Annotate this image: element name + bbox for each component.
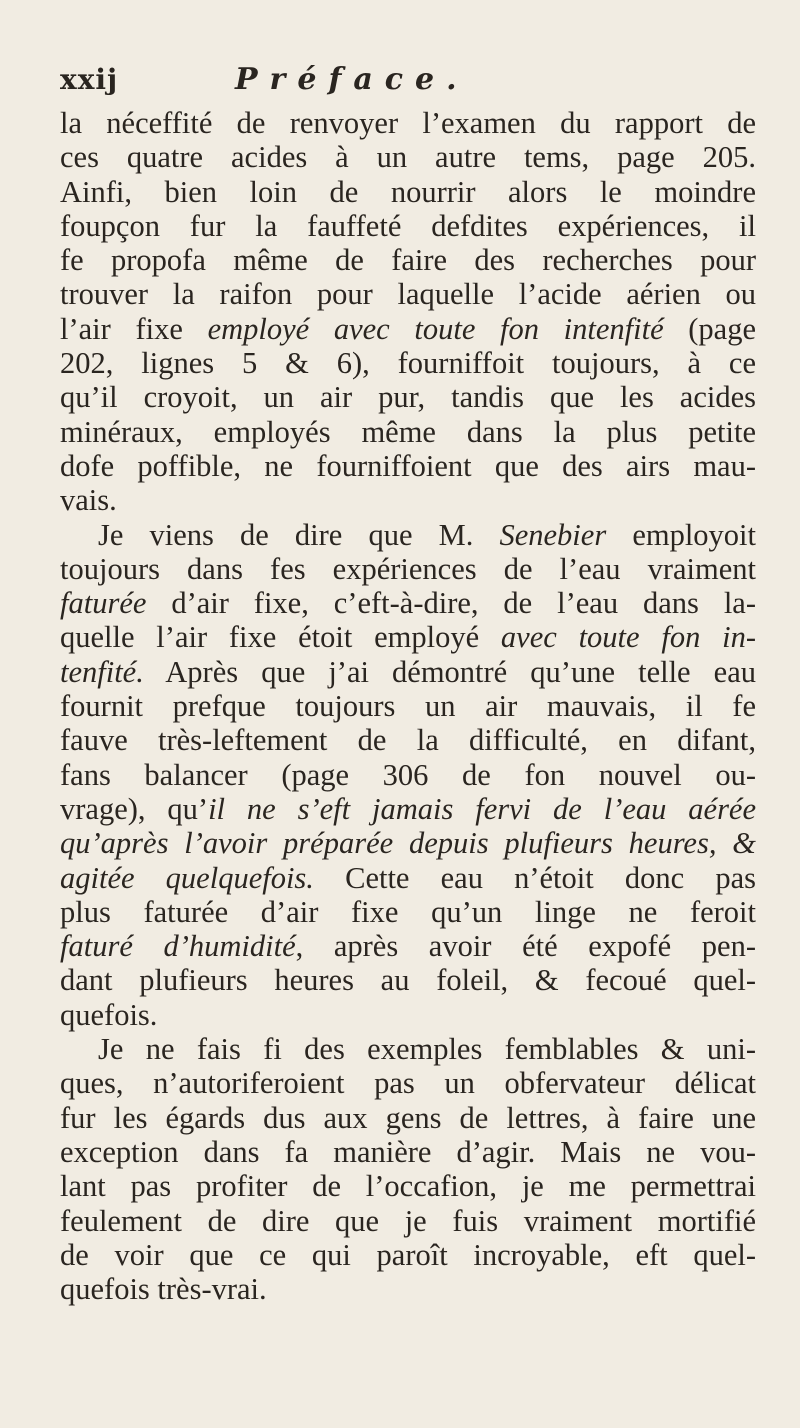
line-text: Je ne fais fi des exemples femblables & uni- — [98, 1032, 756, 1067]
line-text: qu’il croyoit, un air pur, tandis que les acides — [60, 380, 756, 415]
line-text: minéraux, employés même dans la plus petite — [60, 414, 756, 449]
italic-text: avec toute fon in- — [500, 620, 756, 655]
italic-text: tenfité. — [60, 654, 144, 689]
text-line — [60, 415, 756, 449]
page-header — [60, 62, 756, 102]
line-text: dant plufieurs heures au foleil, & fecoué quel- — [60, 963, 756, 998]
text-line — [60, 1032, 756, 1066]
italic-text: qu’après l’avoir préparée depuis plufieurs heures, & — [60, 826, 756, 861]
line-text: quefois. — [60, 997, 158, 1032]
text-line — [60, 895, 756, 929]
line-text-after: Cette eau n’étoit donc pas — [313, 860, 756, 895]
text-line — [60, 826, 756, 860]
line-text: fournit prefque toujours un air mauvais, il fe — [60, 689, 756, 724]
line-text-after: (page — [663, 311, 756, 346]
page-number: xxij — [60, 63, 119, 96]
text-line — [60, 689, 756, 723]
line-text: 202, lignes 5 & 6), fourniffoit toujours, à ce — [60, 346, 756, 381]
italic-text: employé avec toute fon intenfité — [207, 311, 664, 346]
line-text: trouver la raifon pour laquelle l’acide aérien ou — [60, 277, 756, 312]
line-text: quefois très-vrai. — [60, 1272, 267, 1307]
text-line — [60, 380, 756, 414]
text-line — [60, 1169, 756, 1203]
text-line — [60, 518, 756, 552]
text-line — [60, 792, 756, 826]
italic-text: faturée — [60, 586, 147, 621]
line-text: foupçon fur la fauffeté defdites expériences, il — [60, 208, 756, 243]
text-line — [60, 758, 756, 792]
text-line — [60, 552, 756, 586]
line-text: feulement de dire que je fuis vraiment mortifié — [60, 1203, 756, 1238]
text-line — [60, 655, 756, 689]
line-text: dofe poffible, ne fourniffoient que des airs mau- — [60, 448, 756, 483]
italic-text: faturé d’humidité — [60, 929, 296, 964]
line-text: toujours dans fes expériences de l’eau vraiment — [60, 551, 756, 586]
text-line — [60, 620, 756, 654]
italic-text: Senebier — [499, 517, 607, 552]
text-line — [60, 1101, 756, 1135]
line-text-after: d’air fixe, c’eft-à-dire, de l’eau dans la- — [146, 586, 756, 621]
line-text: fans balancer (page 306 de fon nouvel ou- — [60, 757, 756, 792]
text-line — [60, 929, 756, 963]
line-text: la néceffité de renvoyer l’examen du rapport de — [60, 106, 756, 140]
text-line — [60, 209, 756, 243]
line-text-after: employoit — [606, 517, 756, 552]
text-line — [60, 312, 756, 346]
text-line — [60, 277, 756, 311]
text-line — [60, 998, 756, 1032]
line-text-after: , après avoir été expofé pen- — [295, 929, 756, 964]
line-text: ces quatre acides à un autre tems, page 205. — [60, 140, 756, 175]
italic-text: agitée quelquefois. — [60, 860, 314, 895]
text-line — [60, 1204, 756, 1238]
line-text: de voir que ce qui paroît incroyable, eft quel- — [60, 1237, 756, 1272]
body-text — [60, 106, 756, 1306]
text-line — [60, 1272, 756, 1306]
text-line — [60, 1135, 756, 1169]
text-line — [60, 106, 756, 140]
line-text: exception dans fa manière d’agir. Mais ne vou- — [60, 1134, 756, 1169]
text-line — [60, 586, 756, 620]
text-line — [60, 861, 756, 895]
italic-text: il ne s’eft jamais fervi de l’eau aérée — [208, 791, 756, 826]
line-text: vrage), qu’ — [60, 791, 209, 826]
line-text: Je viens de dire que M. — [98, 517, 500, 552]
text-line — [60, 963, 756, 997]
line-text: fe propofa même de faire des recherches pour — [60, 243, 756, 278]
text-line — [60, 1066, 756, 1100]
text-line — [60, 1238, 756, 1272]
line-text: vais. — [60, 483, 117, 518]
text-line — [60, 140, 756, 174]
line-text: lant pas profiter de l’occafion, je me permettrai — [60, 1169, 756, 1204]
line-text: fur les égards dus aux gens de lettres, à faire une — [60, 1100, 756, 1135]
running-title: Préface. — [235, 62, 469, 97]
line-text-after: Après que j’ai démontré qu’une telle eau — [143, 654, 756, 689]
text-line — [60, 723, 756, 757]
line-text: ques, n’autoriferoient pas un obfervateur délicat — [60, 1066, 756, 1101]
text-line — [60, 483, 756, 517]
line-text: l’air fixe — [60, 311, 208, 346]
line-text: quelle l’air fixe étoit employé — [60, 620, 501, 655]
line-text: plus faturée d’air fixe qu’un linge ne feroit — [60, 894, 756, 929]
text-line — [60, 346, 756, 380]
text-line — [60, 449, 756, 483]
line-text: fauve très-leftement de la difficulté, en difant, — [60, 723, 756, 758]
text-line — [60, 175, 756, 209]
line-text: Ainfi, bien loin de nourrir alors le moindre — [60, 174, 756, 209]
text-line — [60, 243, 756, 277]
